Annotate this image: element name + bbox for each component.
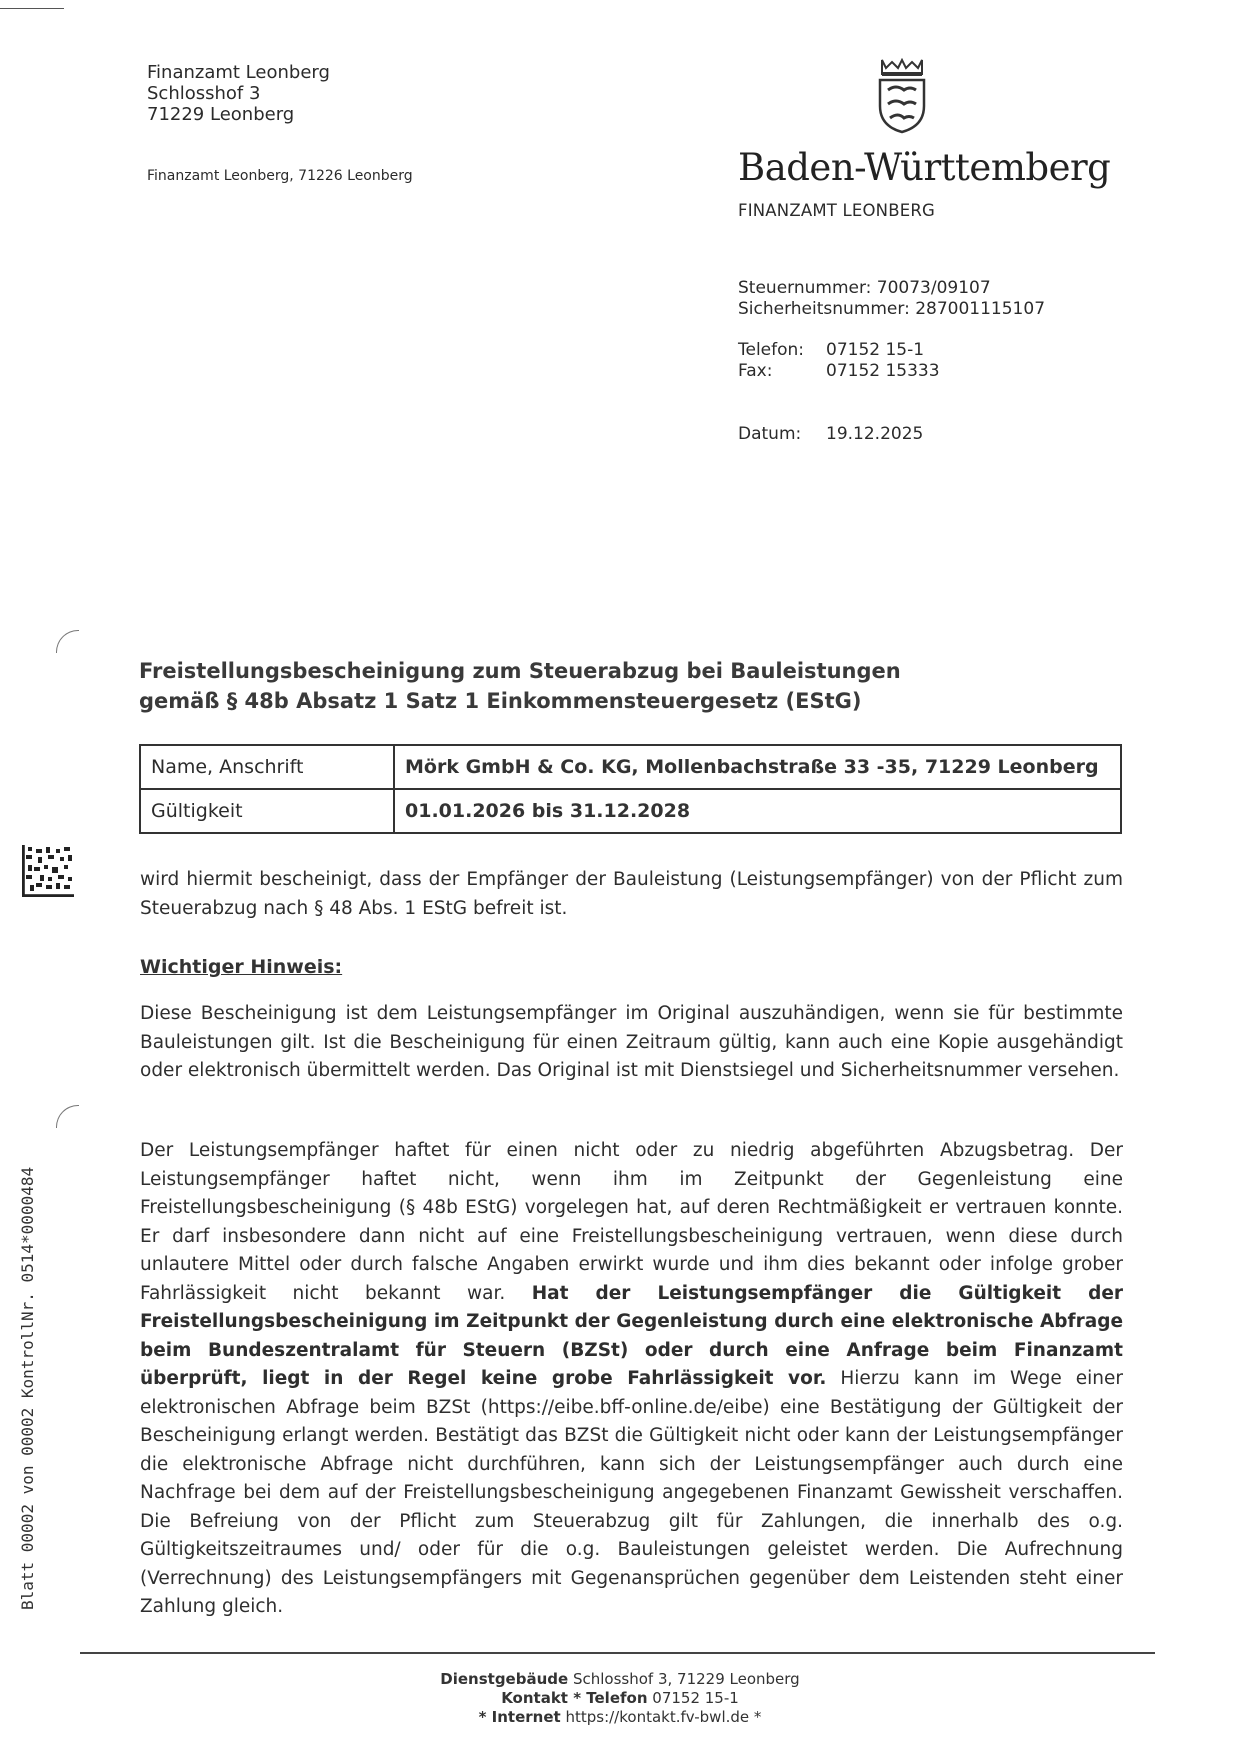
para2-bold: Hat der Leistungsempfänger die Gültigkeit der Freistellungsbescheinigung im Zeitpunkt der Gegenleistung durch eine elektronische Abfrage beim Bundeszentralamt für Steuern (BZSt) oder durch eine Anfrage beim Finanzamt überprüft, liegt in der Regel keine grobe Fahrlässigkeit vor. — [140, 1282, 1123, 1389]
footer-contact-label: Kontakt * Telefon — [501, 1689, 648, 1707]
sender-line-3: 71229 Leonberg — [147, 104, 295, 125]
footer-building: Schlosshof 3, 71229 Leonberg — [572, 1670, 800, 1688]
footer-internet: https://kontakt.fv-bwl.de * — [565, 1708, 762, 1726]
footer-phone: 07152 15-1 — [652, 1689, 739, 1707]
hint-paragraph-1: Diese Bescheinigung ist dem Leistungsempfänger im Original auszuhändigen, wenn sie für bestimmte Bauleistungen gilt. Ist die Bescheinigung für einen Zeitraum gültig, kann auch eine Kopie ausgehändigt oder elektronisch übermittelt werden. Das Original ist mit Dienstsiegel und Sicherheitsnummer versehen. — [140, 1003, 1123, 1081]
table-value: 01.01.2026 bis 31.12.2028 — [394, 789, 1121, 833]
datamatrix-code-icon — [22, 845, 74, 897]
top-rule — [0, 8, 64, 9]
hint-heading: Wichtiger Hinweis: — [140, 956, 343, 978]
certificate-table — [139, 744, 1122, 834]
footer-internet-label: * Internet — [478, 1708, 561, 1726]
para2-part1: Der Leistungsempfänger haftet für einen nicht oder zu niedrig abgeführten Abzugsbetrag. Der Leistungsempfänger haftet nicht, wenn ihm im Zeitpunkt der Gegenleistung eine Freistellungsbescheinigung (§ 48b EStG) vorgelegen hat, auf deren Rechtmäßigkeit er vertrauen konnte. Er darf insbesondere dann nicht auf eine Freistellungsbescheinigung vertrauen, wenn diese durch unlautere Mittel oder durch falsche Angaben erwirkt wurde und ihm dies bekannt oder infolge grober Fahrlässigkeit nicht bekannt war. — [140, 1140, 1123, 1304]
title-line-2: gemäß § 48b Absatz 1 Satz 1 Einkommensteuergesetz (EStG) — [139, 689, 862, 713]
return-address: Finanzamt Leonberg, 71226 Leonberg — [147, 168, 413, 184]
table-row — [140, 745, 1121, 789]
tax-ids — [738, 278, 1045, 320]
state-name: Baden-Württemberg — [738, 146, 1111, 189]
telefon-value: 07152 15-1 — [826, 340, 925, 360]
datum-label: Datum: — [738, 424, 802, 444]
document-title — [139, 656, 901, 716]
sender-line-2: Schlosshof 3 — [147, 83, 261, 104]
title-line-1: Freistellungsbescheinigung zum Steuerabzug bei Bauleistungen — [139, 659, 901, 683]
footer-rule — [80, 1652, 1155, 1654]
telefon-label: Telefon: — [738, 340, 805, 360]
sender-address — [147, 62, 330, 125]
contact-block — [738, 340, 940, 382]
footer-building-label: Dienstgebäude — [440, 1670, 569, 1688]
scan-mark — [56, 1105, 79, 1128]
para2-part2: Hierzu kann im Wege einer elektronischen Abfrage beim BZSt (https://eibe.bff-online.de/eibe) eine Bestätigung der Gültigkeit der Bescheinigung erlangt werden. Bestätigt das BZSt die Gültigkeit nicht oder kann der Leistungsempfänger die elektronische Abfrage nicht durchführen, kann sich der Leistungsempfänger auch durch eine Nachfrage bei dem auf der Freistellungsbescheinigung angegebenen Finanzamt Gewissheit verschaffen. Die Befreiung von der Pflicht zum Steuerabzug gilt für Zahlungen, die innerhalb des o.g. Gültigkeitszeitraumes und/ oder für die o.g. Bauleistungen geleistet werden. Die Aufrechnung (Verrechnung) des Leistungsempfängers mit Gegenansprüchen gegenüber dem Leistenden steht einer Zahlung gleich. — [140, 1368, 1123, 1617]
sicherheitsnummer: Sicherheitsnummer: 287001115107 — [738, 299, 1046, 319]
sender-line-1: Finanzamt Leonberg — [147, 62, 330, 83]
table-label: Gültigkeit — [140, 789, 394, 833]
control-number: Blatt 00002 von 00002 KontrollNr. 0514*0000484 — [18, 1166, 37, 1610]
date-block — [738, 424, 923, 445]
footer — [0, 1670, 1240, 1727]
fax-label: Fax: — [738, 361, 773, 381]
fax-value: 07152 15333 — [826, 361, 940, 381]
hint-paragraph-2 — [140, 1137, 1123, 1622]
scan-mark — [56, 630, 79, 653]
office-name: FINANZAMT LEONBERG — [738, 201, 936, 220]
datum-value: 19.12.2025 — [826, 424, 924, 444]
intro-paragraph: wird hiermit bescheinigt, dass der Empfänger der Bauleistung (Leistungsempfänger) von der Pflicht zum Steuerabzug nach § 48 Abs. 1 EStG befreit ist. — [140, 869, 1123, 919]
table-row — [140, 789, 1121, 833]
table-value: Mörk GmbH & Co. KG, Mollenbachstraße 33 -35, 71229 Leonberg — [394, 745, 1121, 789]
steuernummer: Steuernummer: 70073/09107 — [738, 278, 991, 298]
coat-of-arms-icon — [874, 58, 930, 134]
table-label: Name, Anschrift — [140, 745, 394, 789]
